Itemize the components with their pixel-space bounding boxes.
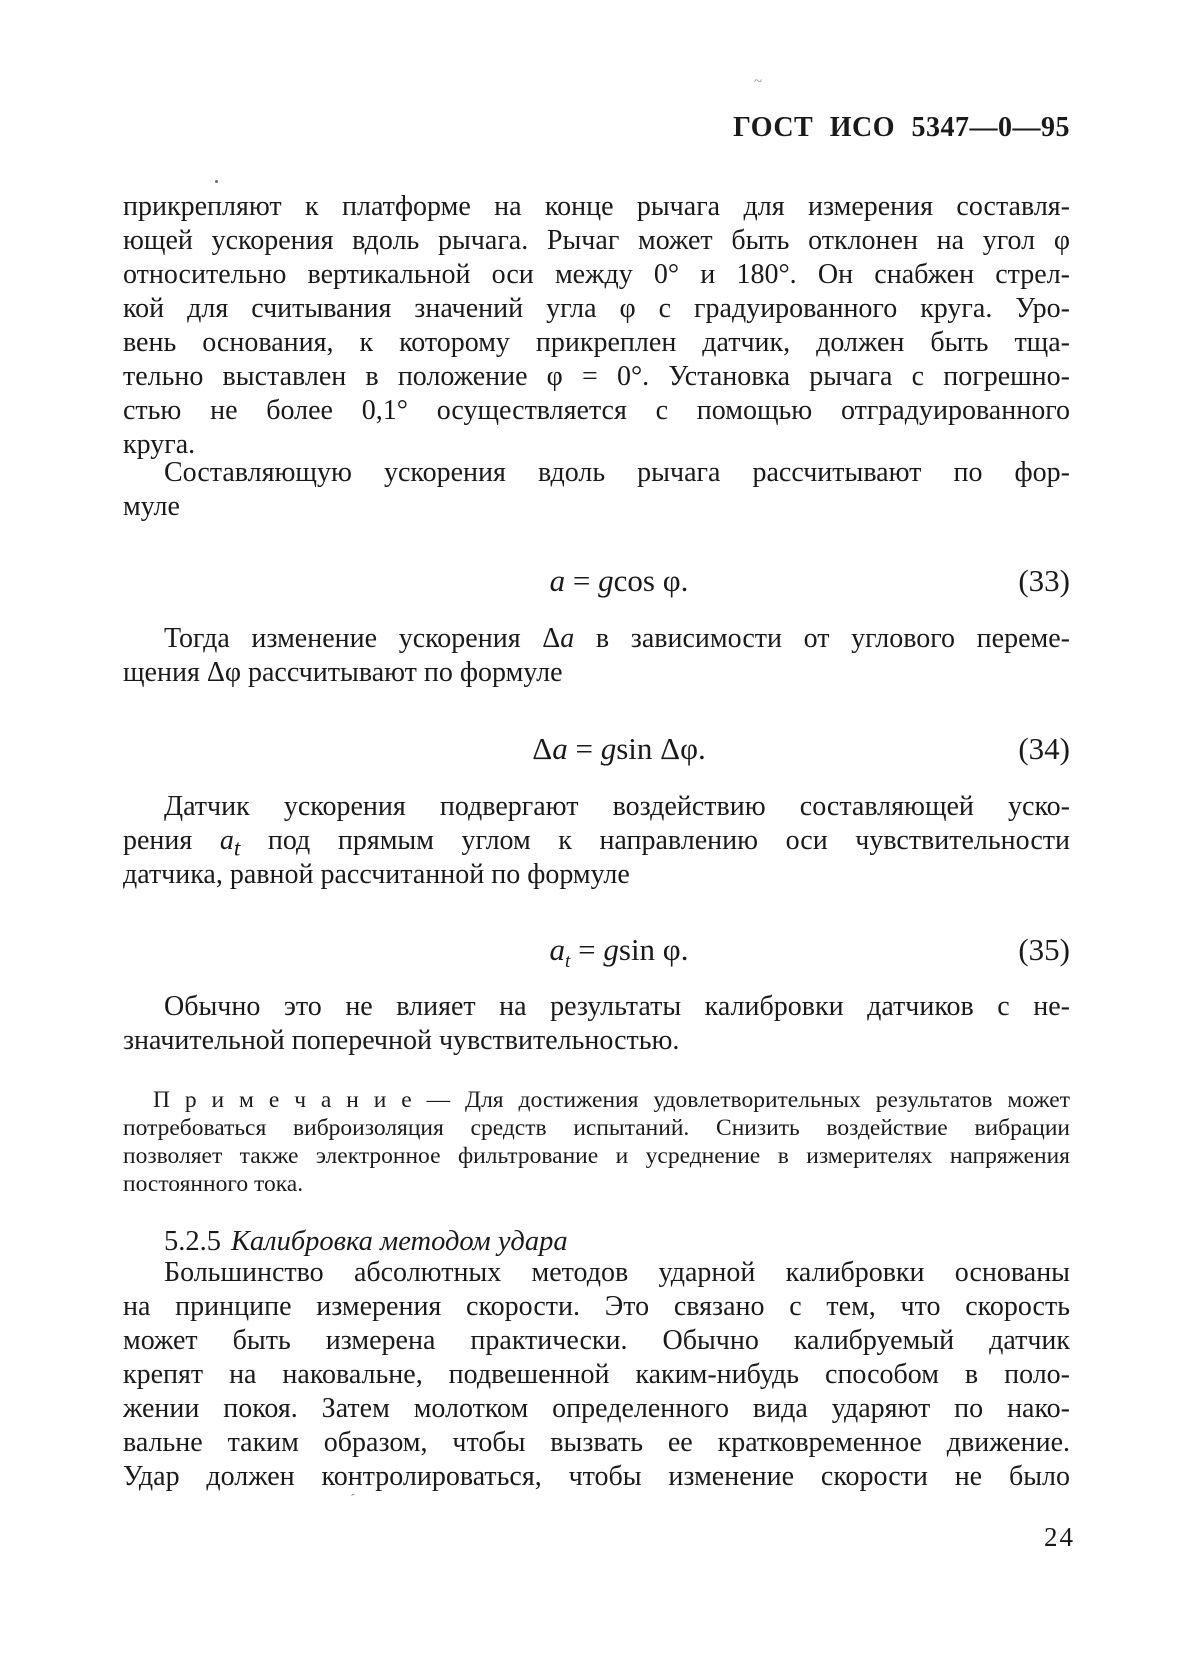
text-line: вальне таким образом, чтобы вызвать ее кратковременное движение.: [123, 1427, 1070, 1458]
formula-expression: $a_t = gsin$ φ.: [549, 932, 689, 973]
text-line: Датчик ускорения подвергают воздействию составляющей уско-: [164, 791, 1070, 822]
text-line: щения Δφ рассчитывают по формуле: [123, 657, 563, 688]
formula-33-row: [123, 558, 1070, 604]
text-line: прикрепляют к платформе на конце рычага для измерения составля-: [123, 191, 1070, 222]
note-line: позволяет также электронное фильтрование и усреднение в измерителях напряжения: [123, 1143, 1070, 1169]
formula-expression: a = gcos φ.: [549, 563, 689, 598]
text-line: Составляющую ускорения вдоль рычага рассчитывают по фор-: [164, 457, 1070, 488]
formula-34-row: [123, 726, 1070, 772]
text-line: тельно выставлен в положение φ = 0°. Установка рычага с погрешно-: [123, 361, 1070, 392]
scan-artifact-tilde: ~: [754, 74, 763, 90]
text-line: датчика, равной рассчитанной по формуле: [123, 859, 630, 890]
text-line: муле: [123, 491, 180, 522]
formula-number: (35): [1018, 932, 1070, 967]
paragraph-6: [123, 1256, 1070, 1494]
text-line: может быть измерена практически. Обычно калибруемый датчик: [123, 1325, 1070, 1356]
note-block: [123, 1086, 1070, 1198]
text-line: Удар должен контролироваться, чтобы изменение скорости не было: [123, 1461, 1070, 1492]
text-line: ющей ускорения вдоль рычага. Рычаг может быть отклонен на угол φ: [123, 225, 1070, 256]
note-line: П р и м е ч а н и е — Для достижения удовлетворительных результатов может: [153, 1087, 1070, 1113]
doc-code-header: ГОСТ ИСО 5347—0—95: [733, 112, 1070, 143]
text-line: Тогда изменение ускорения Δa в зависимости от углового переме-: [164, 623, 1070, 654]
page-number: 24: [1044, 1522, 1075, 1552]
text-line: Большинство абсолютных методов ударной калибровки основаны: [164, 1257, 1070, 1288]
note-line: постоянного тока.: [123, 1171, 304, 1197]
text-line: на принципе измерения скорости. Это связано с тем, что скорость: [123, 1291, 1070, 1322]
text-line: относительно вертикальной оси между 0° и 180°. Он снабжен стрел-: [123, 259, 1070, 290]
text-line: жении покоя. Затем молотком определенного вида ударяют по нако-: [123, 1393, 1070, 1424]
text-line: вень основания, к которому прикреплен датчик, должен быть тща-: [123, 327, 1070, 358]
section-title: Калибровка методом удара: [231, 1226, 568, 1257]
section-number: 5.2.5: [164, 1226, 221, 1257]
paragraph-2: [123, 456, 1070, 524]
text-line: значительной поперечной чувствительностью.: [123, 1025, 680, 1056]
section-heading: [123, 1225, 1070, 1259]
text-line: Обычно это не влияет на результаты калибровки датчиков с не-: [164, 991, 1070, 1022]
text-line: крепят на наковальне, подвешенной каким-нибудь способом в поло-: [123, 1359, 1070, 1390]
note-line: потребоваться виброизоляция средств испытаний. Снизить воздействие вибрации: [123, 1115, 1070, 1141]
scan-speck: [215, 180, 218, 183]
paragraph-4: [123, 790, 1070, 892]
paragraph-3: [123, 622, 1070, 690]
scan-artifact-tick: ´: [347, 1491, 356, 1509]
text-line: круга.: [123, 429, 196, 460]
text-line: кой для считывания значений угла φ с градуированного круга. Уро-: [123, 293, 1070, 324]
text-line: рения $a_t$ под прямым углом к направлению оси чувствительности: [123, 825, 1070, 858]
formula-expression: Δa = gsin Δφ.: [532, 731, 706, 766]
text-line: стью не более 0,1° осуществляется с помощью отградуированного: [123, 395, 1070, 426]
paragraph-1: [123, 190, 1070, 462]
paragraph-5: [123, 990, 1070, 1058]
formula-35-row: [123, 927, 1070, 973]
formula-number: (33): [1018, 563, 1070, 598]
formula-number: (34): [1018, 731, 1070, 766]
